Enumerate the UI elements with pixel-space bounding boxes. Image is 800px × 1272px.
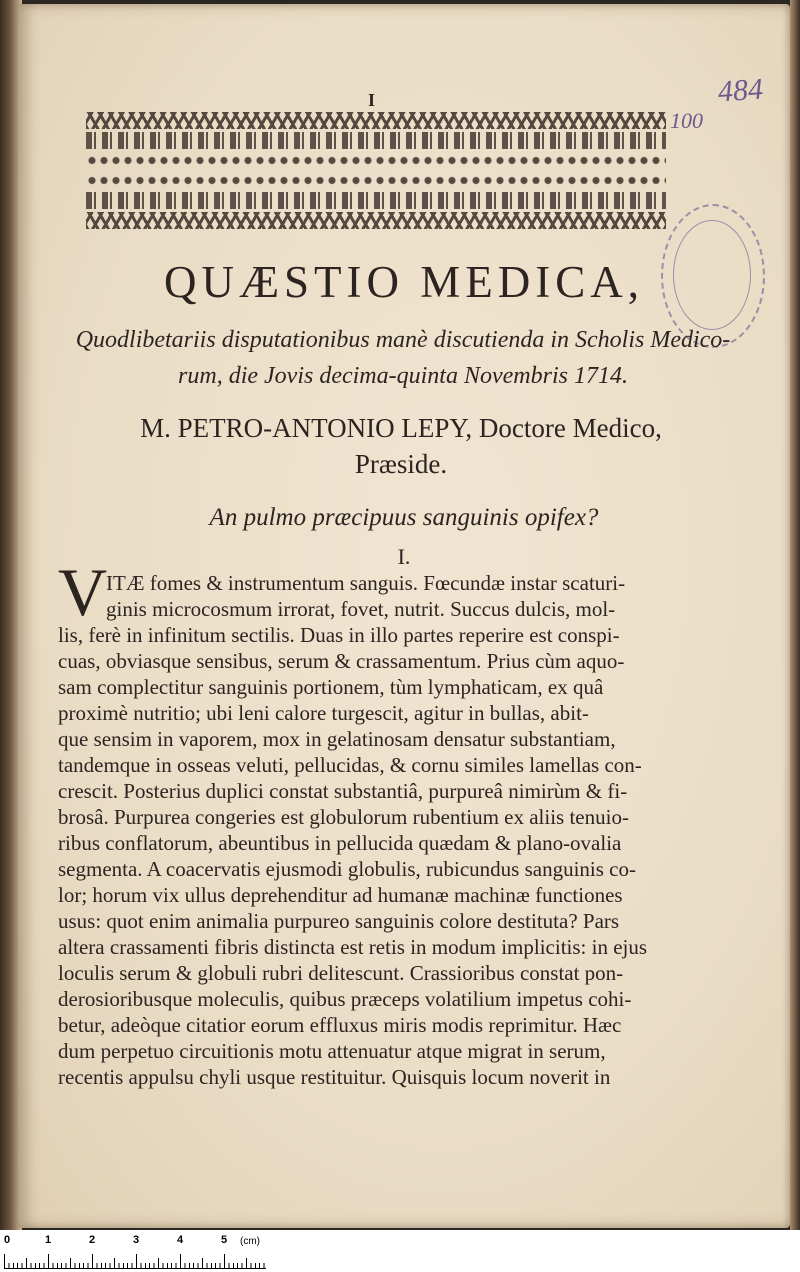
scale-label: 3	[133, 1234, 140, 1246]
scale-labels	[0, 1234, 800, 1250]
manuscript-number-secondary: 100	[670, 108, 703, 133]
subtitle-line: Quodlibetariis disputationibus manè discutienda in Scholis Medico-	[75, 327, 731, 353]
body-line: segmenta. A coacervatis ejusmodi globulis, rubicundus sanguinis co-	[58, 857, 636, 881]
ornament-row	[86, 212, 666, 229]
measurement-scale	[0, 1230, 800, 1272]
document-title: QUÆSTIO MEDICA,	[164, 257, 644, 307]
scale-ruler	[4, 1254, 266, 1269]
body-line: que sensim in vaporem, mox in gelatinosam densatur substantiam,	[58, 727, 616, 751]
ornament-row	[86, 112, 666, 129]
body-line: ITÆ fomes & instrumentum sanguis. Fœcundæ instar scaturi-	[106, 571, 626, 595]
scale-label: 4	[177, 1234, 184, 1246]
scale-unit: (cm)	[240, 1236, 260, 1247]
body-line: derosioribusque moleculis, quibus præceps volatilium impetus cohi-	[58, 987, 632, 1011]
drop-cap: V	[58, 554, 108, 630]
body-line: proximè nutritio; ubi leni calore turgescit, agitur in bullas, abit-	[58, 701, 589, 725]
ornament-row	[86, 172, 666, 189]
body-line: betur, adeòque citatior eorum effluxus miris modis reprimitur. Hæc	[58, 1013, 622, 1037]
section-number: I.	[397, 544, 411, 569]
subtitle-line: rum, die Jovis decima-quinta Novembris 1714.	[178, 363, 628, 389]
body-line: recentis appulsu chyli usque restituitur. Quisquis locum noverit in	[58, 1065, 611, 1089]
body-line: cuas, obviasque sensibus, serum & crassamentum. Prius cùm aquo-	[58, 649, 625, 673]
body-line: dum perpetuo circuitionis motu attenuatur atque migrat in serum,	[58, 1039, 606, 1063]
page-number: I	[368, 90, 376, 110]
body-line: usus: quot enim animalia purpureo sanguinis colore destituta? Pars	[58, 909, 620, 933]
document-subtitle	[68, 322, 738, 394]
scale-label: 2	[89, 1234, 96, 1246]
body-line: ribus conflatorum, abeuntibus in pellucida quædam & plano-ovalia	[58, 831, 622, 855]
book-page	[18, 4, 790, 1228]
ornament-row	[86, 192, 666, 209]
decorative-header-band	[86, 112, 666, 232]
president-credit	[56, 410, 746, 482]
body-line: brosâ. Purpurea congeries est globulorum rubentium ex aliis tenuio-	[58, 805, 629, 829]
scale-label: 0	[4, 1234, 11, 1246]
body-line: tandemque in osseas veluti, pellucidas, & cornu similes lamellas con-	[58, 753, 642, 777]
body-line: altera crassamenti fibris distincta est retis in modum implicitis: in ejus	[58, 935, 648, 959]
manuscript-number: 484	[716, 72, 765, 109]
body-line: sam complectitur sanguinis portionem, tùm lymphaticam, ex quâ	[58, 675, 604, 699]
thesis-question: An pulmo præcipuus sanguinis opifex?	[209, 504, 599, 531]
ornament-row	[86, 132, 666, 149]
body-line: lis, ferè in infinitum sectilis. Duas in illo partes reperire est conspi-	[58, 623, 620, 647]
body-line: loculis serum & globuli rubri delitescunt. Crassioribus constat pon-	[58, 961, 624, 985]
president-line: M. PETRO-ANTONIO LEPY, Doctore Medico,	[140, 413, 662, 443]
body-line: ginis microcosmum irrorat, fovet, nutrit. Succus dulcis, mol-	[106, 597, 616, 621]
scale-label: 5	[221, 1234, 228, 1246]
body-line: lor; horum vix ullus deprehenditur ad humanæ machinæ functiones	[58, 883, 623, 907]
book-edge-right	[790, 0, 800, 1230]
body-line: crescit. Posterius duplici constat substantiâ, purpureâ nimirùm & fi-	[58, 779, 628, 803]
president-line: Præside.	[354, 449, 448, 479]
ornament-row	[86, 152, 666, 169]
scale-label: 1	[45, 1234, 52, 1246]
